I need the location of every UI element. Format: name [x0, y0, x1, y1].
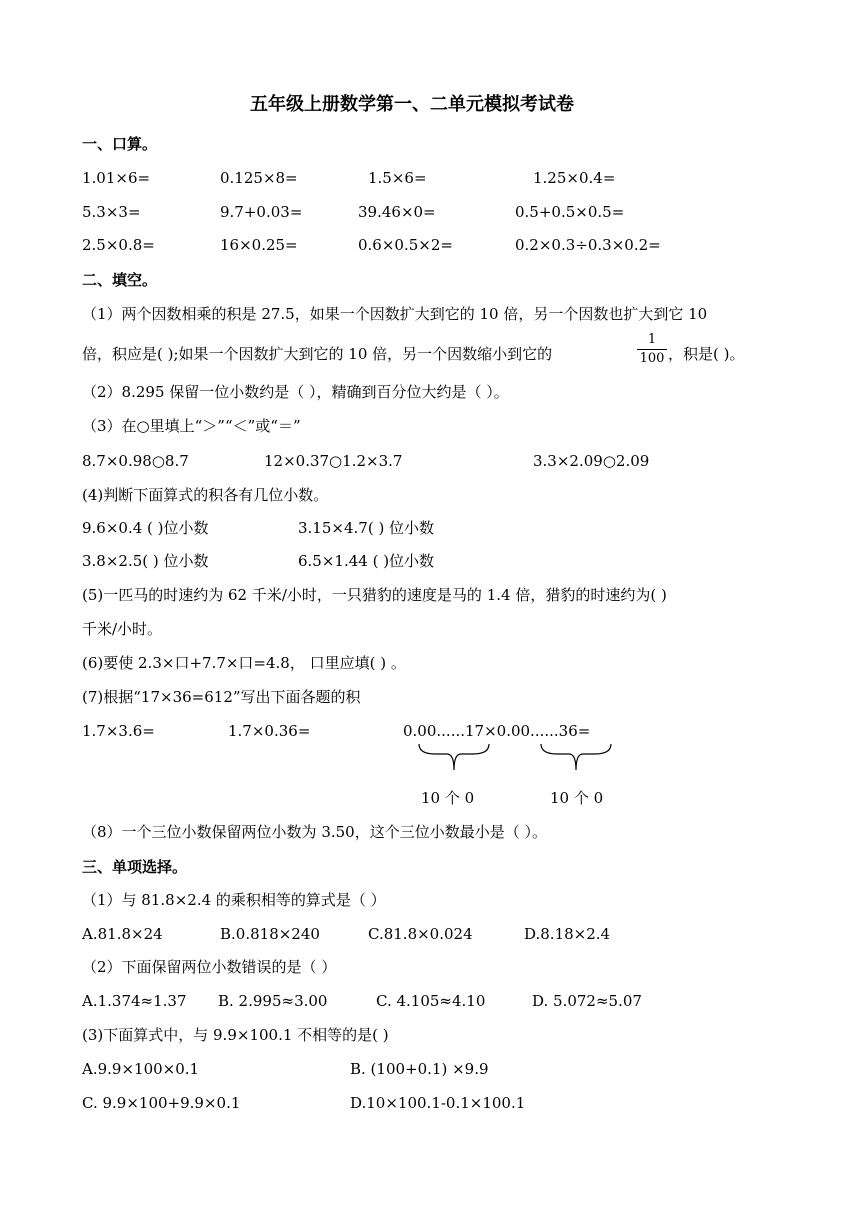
page-title: 五年级上册数学第一、二单元模拟考试卷 [250, 94, 574, 115]
question-2-5-line1: (5)一匹马的时速约为 62 千米/小时，一只猎豹的速度是马的 1.4 倍，猎豹的时速约为( ) [82, 586, 667, 604]
option-b: B.0.818×240 [220, 925, 320, 943]
calc-item: 1.25×0.4= [533, 169, 616, 187]
question-2-1-line2a: 倍，积应是( );如果一个因数扩大到它的 10 倍，另一个因数缩小到它的 [82, 345, 553, 363]
section-3-heading: 三、单项选择。 [82, 858, 188, 876]
question-2-6: (6)要使 2.3×口+7.7×口=4.8， 口里应填( ) 。 [82, 654, 406, 672]
question-3-3: (3)下面算式中，与 9.9×100.1 不相等的是( ) [82, 1026, 389, 1044]
option-c: C.81.8×0.024 [368, 925, 473, 943]
option-d: D. 5.072≈5.07 [532, 992, 642, 1010]
calc-item: 1.5×6= [368, 169, 427, 187]
calc-item: 9.7+0.03= [220, 203, 303, 221]
question-2-2: （2）8.295 保留一位小数约是（ ），精确到百分位大约是（ ）。 [82, 383, 509, 401]
decimal-places-item: 3.15×4.7( ) 位小数 [298, 519, 435, 537]
section-1-heading: 一、口算。 [82, 135, 158, 153]
calc-item: 0.125×8= [220, 169, 298, 187]
option-a: A.1.374≈1.37 [82, 992, 187, 1010]
calc-item: 39.46×0= [358, 203, 436, 221]
decimal-places-item: 3.8×2.5( ) 位小数 [82, 552, 209, 570]
question-2-8: （8）一个三位小数保留两位小数为 3.50，这个三位小数最小是（ ）。 [82, 823, 547, 841]
question-3-1: （1）与 81.8×2.4 的乘积相等的算式是（ ） [82, 891, 386, 909]
calc-item: 5.3×3= [82, 203, 141, 221]
option-d: D.10×100.1-0.1×100.1 [350, 1094, 526, 1112]
section-2-heading: 二、填空。 [82, 271, 158, 289]
compare-item: 8.7×0.98○8.7 [82, 452, 189, 470]
brace-label-left: 10 个 0 [421, 789, 475, 807]
zero-count-brace-right [539, 742, 613, 774]
fraction-denominator: 100 [639, 351, 665, 366]
question-2-5-line2: 千米/小时。 [82, 620, 163, 638]
calc-item: 1.01×6= [82, 169, 151, 187]
question-2-7: (7)根据“17×36=612”写出下面各题的积 [82, 688, 361, 706]
calc-item: 0.2×0.3÷0.3×0.2= [515, 236, 661, 254]
calc-item: 16×0.25= [220, 236, 298, 254]
option-c: C. 4.105≈4.10 [376, 992, 486, 1010]
zero-count-brace-left [417, 742, 491, 774]
compare-item: 12×0.37○1.2×3.7 [264, 452, 403, 470]
product-item: 1.7×3.6= [82, 722, 155, 740]
calc-item: 2.5×0.8= [82, 236, 155, 254]
option-b: B. (100+0.1) ×9.9 [350, 1060, 489, 1078]
fraction-one-hundredth [637, 332, 667, 367]
brace-label-right: 10 个 0 [550, 789, 604, 807]
option-b: B. 2.995≈3.00 [218, 992, 328, 1010]
question-2-1-line1: （1）两个因数相乘的积是 27.5，如果一个因数扩大到它的 10 倍，另一个因数也扩大到它 10 [82, 305, 708, 323]
question-2-1-line2b: ，积是( )。 [668, 345, 745, 363]
calc-item: 0.5+0.5×0.5= [515, 203, 625, 221]
calc-item: 0.6×0.5×2= [358, 236, 453, 254]
question-2-3: （3）在○里填上“＞”“＜”或“＝” [82, 417, 301, 435]
question-3-2: （2）下面保留两位小数错误的是（ ） [82, 958, 337, 976]
decimal-places-item: 6.5×1.44 ( )位小数 [298, 552, 435, 570]
product-item: 0.00......17×0.00......36= [403, 722, 591, 740]
fraction-bar [637, 349, 667, 350]
decimal-places-item: 9.6×0.4 ( )位小数 [82, 519, 209, 537]
product-item: 1.7×0.36= [228, 722, 311, 740]
option-a: A.9.9×100×0.1 [82, 1060, 200, 1078]
option-a: A.81.8×24 [82, 925, 163, 943]
question-2-4: (4)判断下面算式的积各有几位小数。 [82, 486, 329, 504]
option-c: C. 9.9×100+9.9×0.1 [82, 1094, 241, 1112]
compare-item: 3.3×2.09○2.09 [533, 452, 650, 470]
fraction-numerator: 1 [647, 332, 657, 347]
option-d: D.8.18×2.4 [524, 925, 611, 943]
